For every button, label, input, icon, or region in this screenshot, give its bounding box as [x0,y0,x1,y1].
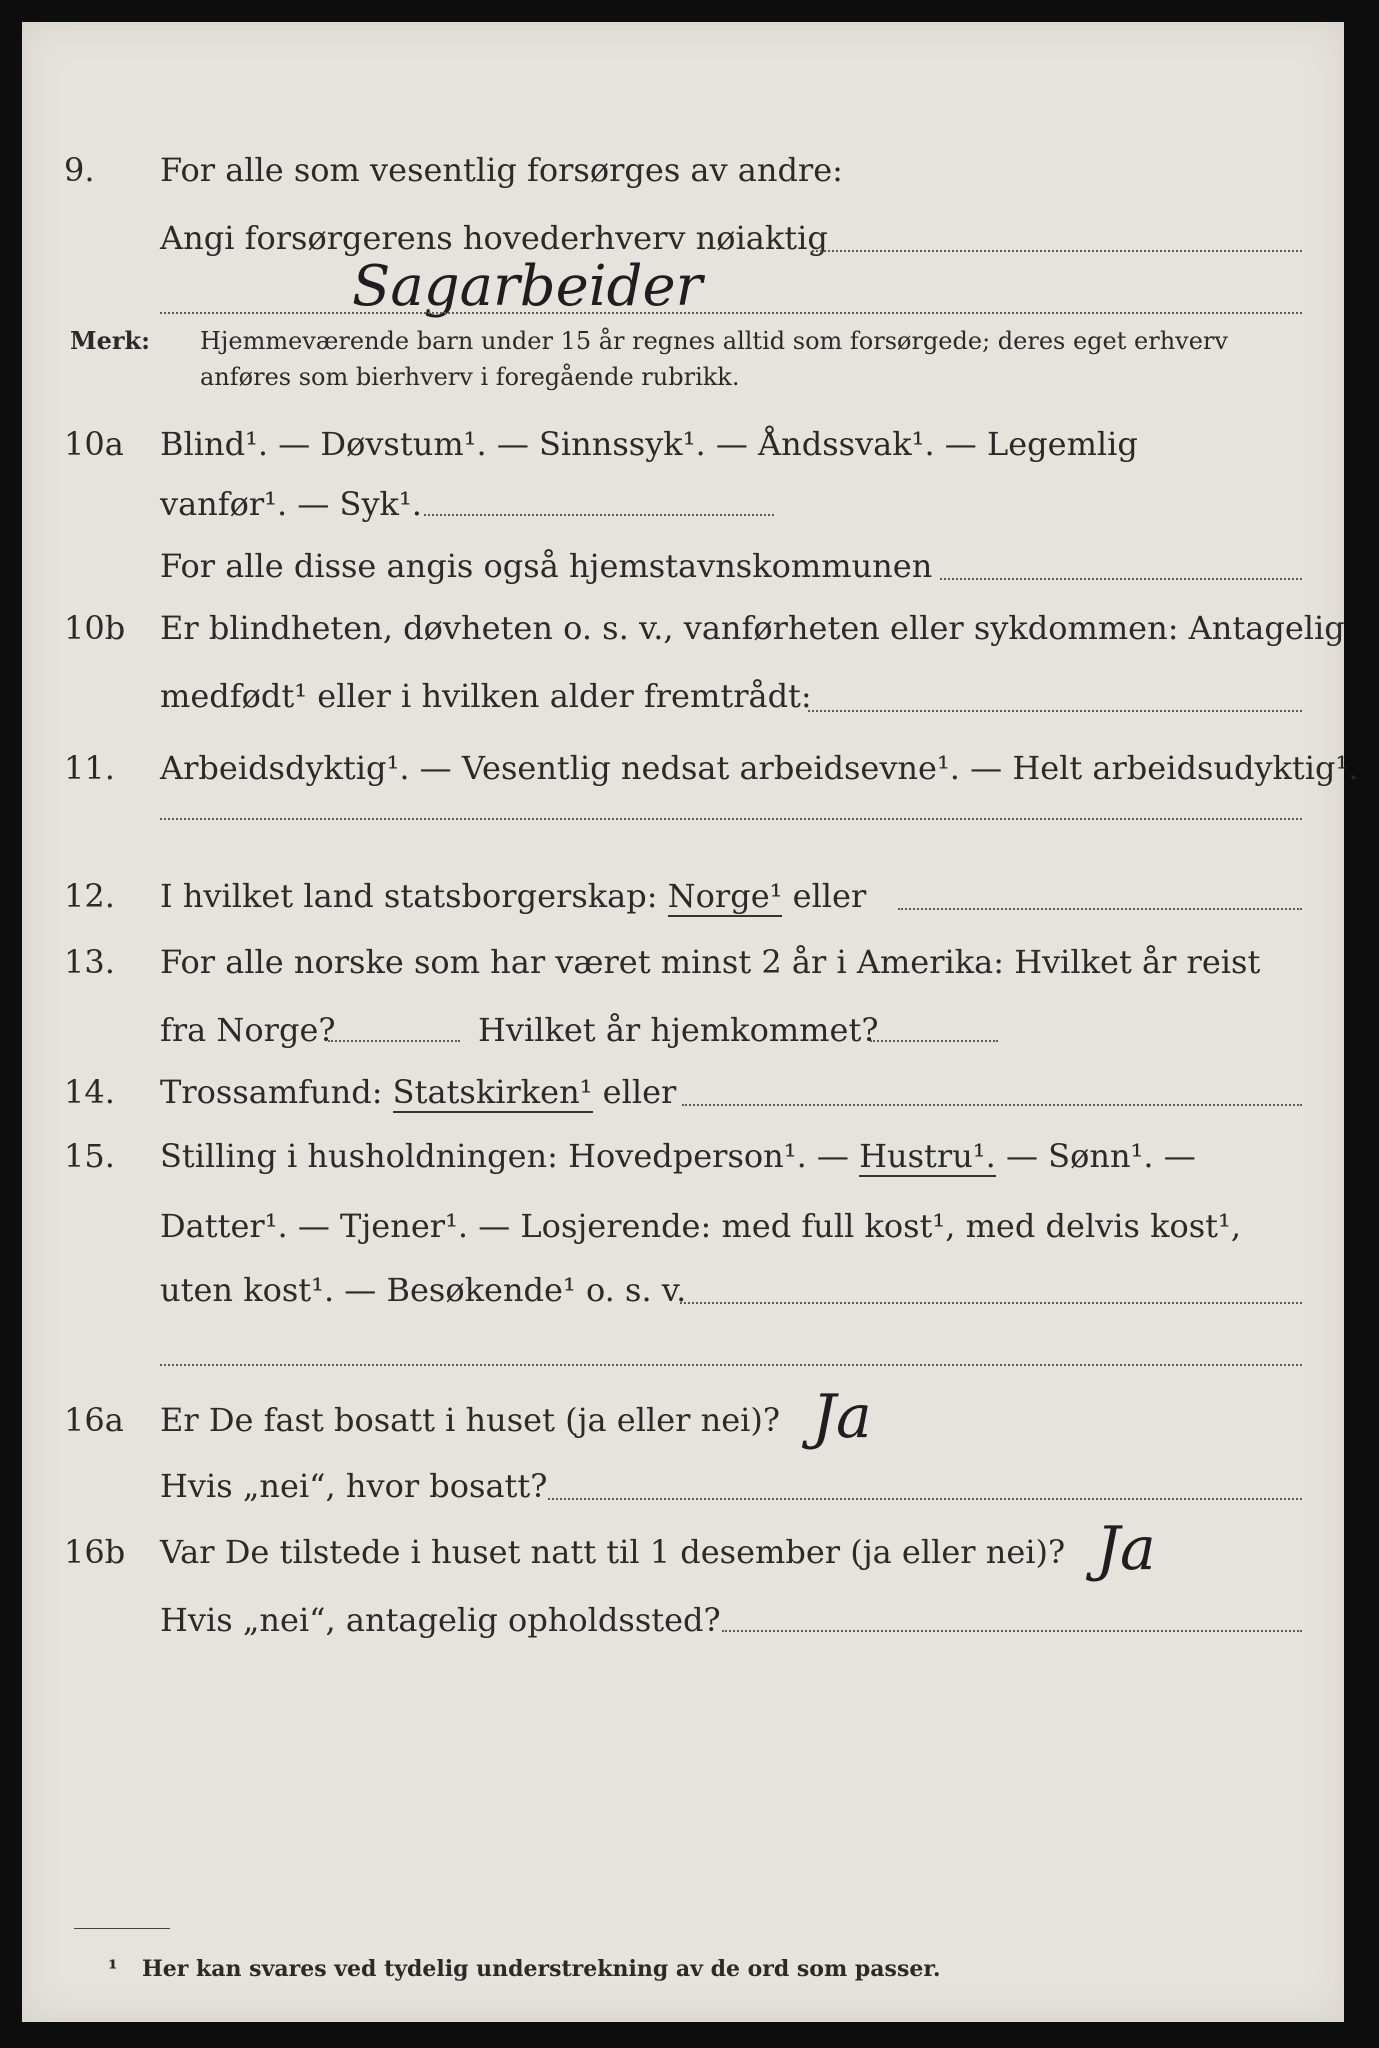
q9-dotted-line-1 [812,250,1302,252]
q9-question: For alle som vesentlig forsørges av andre: [160,151,843,189]
footnote-rule [74,1928,170,1929]
q15-text-2: Datter¹. — Tjener¹. — Losjerende: med full kost¹, med delvis kost¹, [160,1207,1242,1245]
q9-handwritten-answer[interactable]: Sagarbeider [352,254,703,319]
q10a-syk-line [424,514,774,516]
q16a-handwritten-answer[interactable]: Ja [812,1382,872,1452]
q14-prompt: Trossamfund: [160,1073,383,1111]
q13-text-1: For alle norske som har været minst 2 år i Amerika: Hvilket år reist [160,943,1261,981]
q10b-number: 10b [64,609,126,647]
q16b-text-2: Hvis „nei“, antagelig opholdssted? [160,1601,721,1639]
q16b-handwritten-answer[interactable]: Ja [1096,1514,1156,1584]
q14-answer-line [682,1104,1302,1106]
q16b-text-1: Var De tilstede i huset natt til 1 desember (ja eller nei)? [160,1533,1066,1571]
census-form-page [22,22,1359,2022]
q13-number: 13. [64,943,115,981]
q13-hjemkommet-line [870,1040,998,1042]
q15-underlined-choice[interactable]: Hustru¹. [859,1137,996,1175]
q13-reist-line [328,1040,460,1042]
q15-text-3: uten kost¹. — Besøkende¹ o. s. v. [160,1271,687,1309]
q9-number: 9. [64,151,95,189]
q16b-number: 16b [64,1533,126,1571]
q10a-text-2: vanfør¹. — Syk¹. [160,485,422,523]
q12-answer-line [898,908,1302,910]
q16a-answer-line [548,1498,1302,1500]
q14-number: 14. [64,1073,115,1111]
q14-eller: eller [602,1073,677,1111]
merk-text-1: Hjemmeværende barn under 15 år regnes alltid som forsørgede; deres eget erhverv [200,327,1228,355]
q16a-number: 16a [64,1401,124,1439]
q12-number: 12. [64,877,115,915]
q16b-answer-line [722,1630,1302,1632]
q13-text-2a: fra Norge? [160,1011,336,1049]
q9-prompt: Angi forsørgerens hovederhverv nøiaktig [160,219,828,257]
q12-text [160,868,866,924]
q16a-text-2: Hvis „nei“, hvor bosatt? [160,1467,548,1505]
q10a-text-3: For alle disse angis også hjemstavnskommunen [160,547,933,585]
q15-text-1-post: — Sønn¹. — [1005,1137,1196,1175]
q10b-text-1: Er blindheten, døvheten o. s. v., vanførheten eller sykdommen: Antagelig [160,609,1345,647]
q11-number: 11. [64,749,115,787]
q10a-number: 10a [64,425,124,463]
merk-label: Merk: [70,326,150,355]
q15-prompt: Stilling i husholdningen: Hovedperson¹. — [160,1137,849,1175]
q10a-text-1: Blind¹. — Døvstum¹. — Sinnssyk¹. — Åndssvak¹. — Legemlig [160,425,1138,463]
q12-underlined-choice[interactable]: Norge¹ [667,877,783,915]
q13-text-2b: Hvilket år hjemkommet? [478,1011,879,1049]
q10b-text-2: medfødt¹ eller i hvilken alder fremtrådt: [160,677,812,715]
footnote-mark: ¹ [108,1956,118,1982]
q15-text-1 [160,1128,1196,1184]
q10a-hjemstavn-line [940,578,1302,580]
q12-prompt: I hvilket land statsborgerskap: [160,877,658,915]
q15-answer-line-2 [160,1364,1302,1366]
merk-text-2: anføres som bierhverv i foregående rubrikk. [200,363,740,391]
q15-answer-line-1 [680,1302,1302,1304]
q14-underlined-choice[interactable]: Statskirken¹ [392,1073,593,1111]
footnote-text: Her kan svares ved tydelig understrekning av de ord som passer. [142,1956,941,1982]
q15-number: 15. [64,1137,115,1175]
q11-text: Arbeidsdyktig¹. — Vesentlig nedsat arbeidsevne¹. — Helt arbeidsudyktig¹. [160,749,1359,787]
q16a-text-1: Er De fast bosatt i huset (ja eller nei)? [160,1401,781,1439]
q14-text [160,1064,676,1120]
q10b-alder-line [808,710,1302,712]
q11-answer-line [160,818,1302,820]
q9-answer-line [160,312,1302,314]
q12-eller: eller [792,877,867,915]
